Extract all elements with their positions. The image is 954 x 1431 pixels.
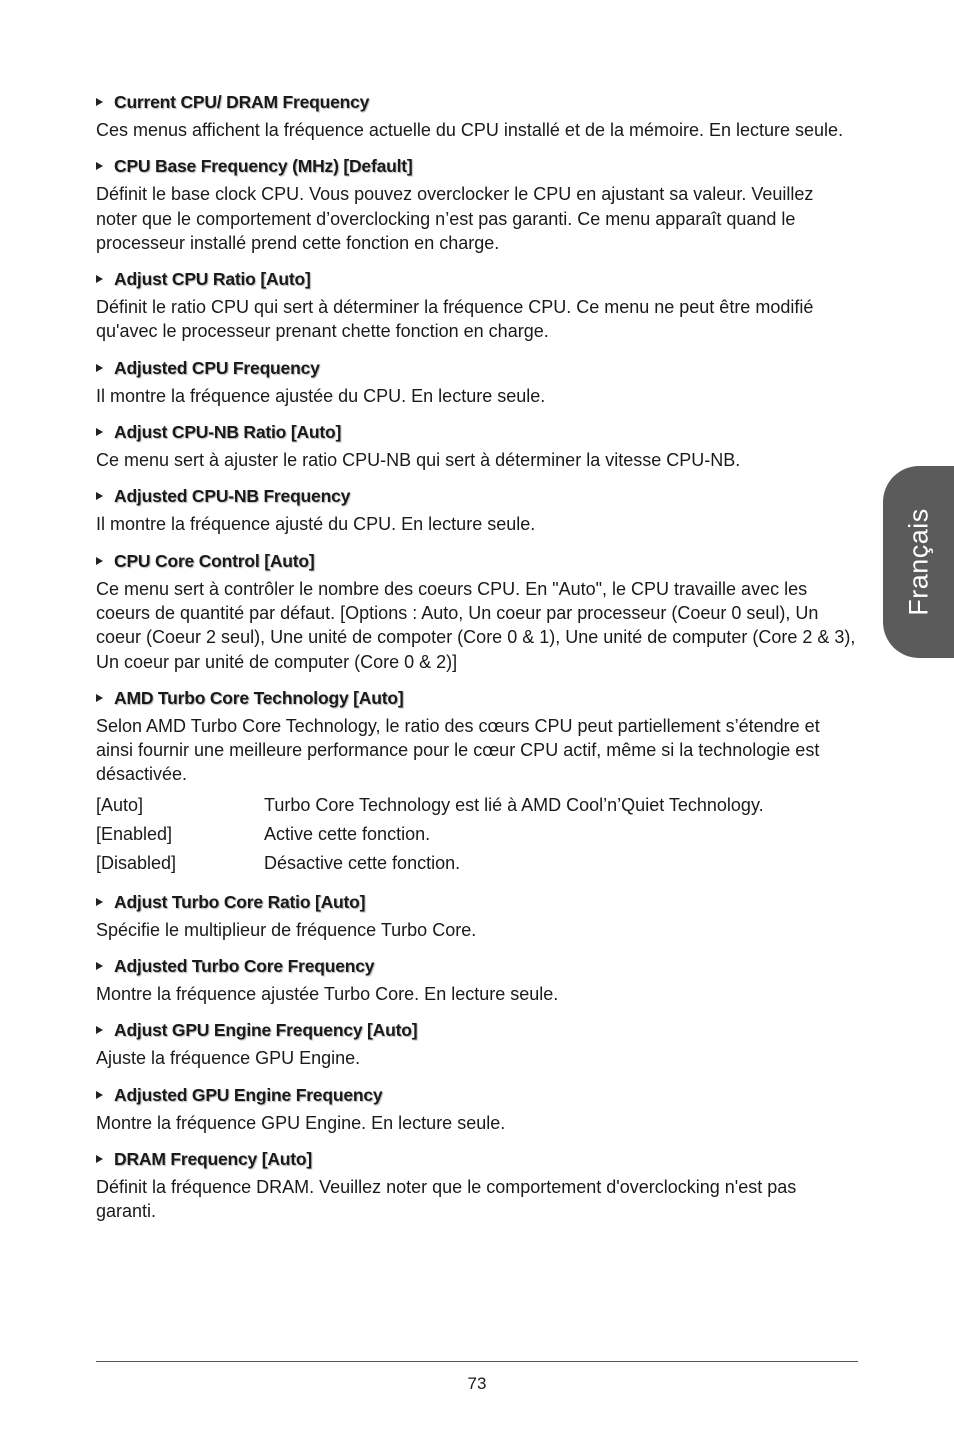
section-heading: CPU Base Frequency (MHz) [Default]: [96, 154, 858, 178]
section-heading: Adjust CPU-NB Ratio [Auto]: [96, 420, 858, 444]
triangle-bullet-icon: [96, 962, 103, 970]
section-heading: DRAM Frequency [Auto]: [96, 1147, 858, 1171]
section-body: Définit le base clock CPU. Vous pouvez overclocker le CPU en ajustant sa valeur. Veuillez noter que le comportement d’overclocking n’est pas garanti. Ce menu apparaît quand le processeur installé prend cette fonction en charge.: [96, 184, 814, 253]
page-number: 73: [467, 1374, 487, 1393]
section-heading: Adjusted Turbo Core Frequency: [96, 954, 858, 978]
option-row: [96, 820, 764, 849]
footer-divider: [96, 1361, 858, 1362]
section-adjusted-cpu-frequency: [96, 356, 858, 408]
option-row: [96, 791, 764, 820]
option-row: [96, 849, 764, 878]
option-description: Désactive cette fonction.: [264, 852, 461, 873]
triangle-bullet-icon: [96, 162, 103, 170]
section-adjusted-turbo-core-frequency: [96, 954, 858, 1006]
section-dram-frequency: [96, 1147, 858, 1224]
section-body: Ajuste la fréquence GPU Engine.: [96, 1048, 361, 1069]
section-current-cpu-dram-frequency: [96, 90, 858, 142]
section-body: Il montre la fréquence ajustée du CPU. En lecture seule.: [96, 385, 546, 406]
option-key: [Disabled]: [96, 852, 177, 873]
option-description: Active cette fonction.: [264, 823, 431, 844]
section-body: Montre la fréquence ajustée Turbo Core. En lecture seule.: [96, 984, 559, 1005]
section-cpu-core-control: [96, 549, 858, 674]
section-body: Ce menu sert à ajuster le ratio CPU-NB qui sert à déterminer la vitesse CPU-NB.: [96, 450, 741, 471]
section-body: Définit la fréquence DRAM. Veuillez noter que le comportement d'overclocking n'est pas garanti.: [96, 1176, 797, 1222]
option-description: Turbo Core Technology est lié à AMD Cool’n’Quiet Technology.: [264, 794, 764, 815]
triangle-bullet-icon: [96, 98, 103, 106]
section-adjusted-cpu-nb-frequency: [96, 484, 858, 536]
language-tab-label: Français: [903, 508, 933, 616]
section-heading: Adjusted CPU-NB Frequency: [96, 484, 858, 508]
triangle-bullet-icon: [96, 694, 103, 702]
section-adjusted-gpu-engine-frequency: [96, 1083, 858, 1135]
section-adjust-gpu-engine-frequency: [96, 1018, 858, 1070]
section-body: Ces menus affichent la fréquence actuelle du CPU installé et de la mémoire. En lecture seule.: [96, 120, 844, 140]
triangle-bullet-icon: [96, 1026, 103, 1034]
section-body: Selon AMD Turbo Core Technology, le ratio des cœurs CPU peut partiellement s’étendre et ainsi fournir une meilleure performance pour le cœur CPU actif, même si la technologie est désactivée.: [96, 715, 820, 785]
section-heading: Adjust GPU Engine Frequency [Auto]: [96, 1018, 858, 1042]
section-body: Définit le ratio CPU qui sert à déterminer la fréquence CPU. Ce menu ne peut être modifié qu'avec le processeur prenant chette fonction en charge.: [96, 297, 814, 342]
triangle-bullet-icon: [96, 557, 103, 565]
section-body: Spécifie le multiplieur de fréquence Turbo Core.: [96, 919, 477, 940]
triangle-bullet-icon: [96, 428, 103, 436]
section-body: Il montre la fréquence ajusté du CPU. En lecture seule.: [96, 514, 536, 535]
option-key: [Auto]: [96, 794, 144, 815]
section-heading: Adjusted CPU Frequency: [96, 356, 858, 380]
triangle-bullet-icon: [96, 492, 103, 500]
manual-page-content: [96, 90, 858, 1224]
language-side-tab: [883, 466, 954, 658]
triangle-bullet-icon: [96, 364, 103, 372]
section-adjust-cpu-nb-ratio: [96, 420, 858, 472]
triangle-bullet-icon: [96, 898, 103, 906]
section-heading: Adjust Turbo Core Ratio [Auto]: [96, 890, 858, 914]
section-heading: AMD Turbo Core Technology [Auto]: [96, 686, 858, 710]
triangle-bullet-icon: [96, 1091, 103, 1099]
section-cpu-base-frequency: [96, 154, 858, 255]
option-key: [Enabled]: [96, 823, 173, 844]
section-body: Montre la fréquence GPU Engine. En lecture seule.: [96, 1112, 506, 1133]
section-amd-turbo-core-technology: [96, 686, 858, 878]
section-adjust-turbo-core-ratio: [96, 890, 858, 942]
section-adjust-cpu-ratio: [96, 267, 858, 344]
section-heading: CPU Core Control [Auto]: [96, 549, 858, 573]
triangle-bullet-icon: [96, 275, 103, 283]
section-heading: Adjusted GPU Engine Frequency: [96, 1083, 858, 1107]
options-table: [96, 791, 764, 878]
triangle-bullet-icon: [96, 1155, 103, 1163]
section-body: Ce menu sert à contrôler le nombre des coeurs CPU. En "Auto", le CPU travaille avec les coeurs de quantité par défaut. [Options : Auto, Un coeur par processeur (Coeur 0 seul), Un coeur (Coeur 2 seul), Une unité de compoter (Core 0 & 1), Une unité de computer (Core 2 & 3), Un coeur par unité de computer (Core 0 & 2)]: [96, 578, 856, 672]
section-heading: Adjust CPU Ratio [Auto]: [96, 267, 858, 291]
section-heading: Current CPU/ DRAM Frequency: [96, 90, 858, 114]
